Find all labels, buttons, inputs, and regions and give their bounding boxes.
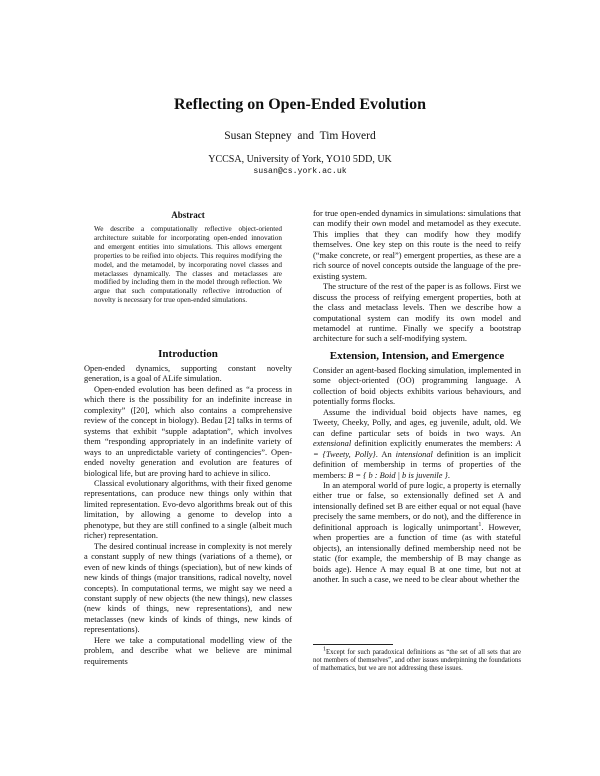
continuation-paragraph: for true open-ended dynamics in simulations: simulations that can modify their own model and metamodel as they execute. This implies that they can modify how they modify themselves. One key step on this route is the need to reify (“make concrete, or real”) emergent properties, as these are a rich source of novel concepts outside the language of the pre-existing system. (313, 209, 521, 281)
text-span: definition explicitly enumerates the members: (351, 439, 516, 449)
term-intensional: intensional (395, 449, 433, 459)
right-column-intro (313, 209, 521, 345)
text-span: Assume the individual boid objects have names, eg Tweety, Cheeky, Polly, and ages, eg juvenile, adult, old. We can define particular sets of boids in two ways. An (313, 407, 521, 438)
abstract-heading: Abstract (171, 210, 205, 220)
footnote-divider (313, 644, 393, 645)
intro-paragraph: Open-ended evolution has been defined as “a process in which there is the possibility for an indefinite increase in complexity” ([20], which also contains a comprehensive review of the concept in biology). Bedau [2] talks in terms of systems that exhibit “supple adaptation”, which involves them “responding appropriately in an indefinite variety of ways to an unpredictable variety of contingencies”. Open-ended novelty generation and evolution are features of biological life, but are proving hard to achieve in silico. (84, 384, 292, 478)
introduction-body (84, 364, 292, 667)
intro-paragraph: Open-ended dynamics, supporting constant novelty generation, is a goal of ALife simulation. (84, 364, 292, 384)
formula-set-a: A = {Tweety, Polly} (313, 439, 521, 459)
introduction-heading: Introduction (158, 348, 218, 360)
text-span: . An (375, 449, 396, 459)
intro-paragraph: Here we take a computational modelling view of the problem, and describe what we believe are minimal requirements (84, 635, 292, 666)
extension-heading: Extension, Intension, and Emergence (329, 350, 505, 362)
footnote (313, 646, 521, 674)
intro-paragraph: The desired continual increase in complexity is not merely a constant supply of new things (variations of a theme), or even of new kinds of things (speciation), but of new kinds of new kinds of things (major transitions, radical novelty, novel concepts). In computational terms, we might say we need a constant supply of new objects (the new things), new classes (new kinds of things, new representations), and new metaclasses (new kinds of kinds of things, new kinds of representations). (84, 541, 292, 635)
footnote-marker: 1 (478, 522, 482, 528)
intro-paragraph: Classical evolutionary algorithms, with their fixed genome representations, can produce new things only within that limited representation. Evo-devo algorithms break out of this limitation, by allowing a genome to develop into a phenotype, but they are still confined to a single (albeit much richer) representation. (84, 478, 292, 541)
formula-set-b: B = { b : Boid | b is juvenile } (348, 470, 448, 480)
structure-paragraph: The structure of the rest of the paper is as follows. First we discuss the process of reifying emergent properties, both at the class and metaclass levels. Then we describe how a computational system can modify its own model and metamodel at runtime. Finally we specify a bootstrap architecture for such a self-modifying system. (313, 282, 521, 344)
paper-authors: Susan Stepney and Tim Hoverd (224, 130, 376, 142)
paper-affiliation: YCCSA, University of York, YO10 5DD, UK (208, 154, 392, 165)
extension-body (313, 366, 521, 586)
text-span: definition is an implicit definition of membership in terms of properties of the members: (313, 449, 521, 480)
extension-paragraph (313, 408, 521, 481)
text-span: In an atemporal world of pure logic, a property is eternally either true or false, so extensionally defined set A and intensionally defined set B are either equal or not equal (have precisely the same members, or do not), and the difference in definitional approach is logically unimportant (313, 480, 521, 532)
extension-paragraph: Consider an agent-based flocking simulation, implemented in some object-oriented (OO) programming language. A collection of boid objects exhibits various behaviours, and potentially forms flocks. (313, 366, 521, 407)
footnote-text: Except for such paradoxical definitions as “the set of all sets that are not members of themselves”, and other issues underpinning the foundations of mathematics, but we are not addressing these issues. (313, 649, 521, 673)
text-span: . (447, 470, 450, 480)
paper-email: susan@cs.york.ac.uk (253, 167, 347, 176)
text-span: . However, when properties are a function of time (as with stateful objects), an intensionally defined membership need not be static (for example, the membership of B may change as boids age). Hence A may equal B at one time, but not at another. In such a case, we need to be clear about whether the (313, 522, 521, 585)
abstract-text: We describe a computationally reflective object-oriented architecture suitable for incorporating open-ended innovation and emergent entities into simulations. This allows emergent properties to be reified into objects. This requires modifying the model, and the metamodel, by incorporating novel classes and metaclasses dynamically. The classes and metaclasses are modified by including them in the model through reflection. We argue that such computationally reflective introduction of novelty is necessary for true open-ended simulations. (94, 225, 282, 305)
paper-title: Reflecting on Open-Ended Evolution (173, 96, 427, 113)
footnote-mark: 1 (323, 646, 326, 653)
term-extensional: extensional (313, 439, 352, 449)
extension-paragraph (313, 481, 521, 586)
